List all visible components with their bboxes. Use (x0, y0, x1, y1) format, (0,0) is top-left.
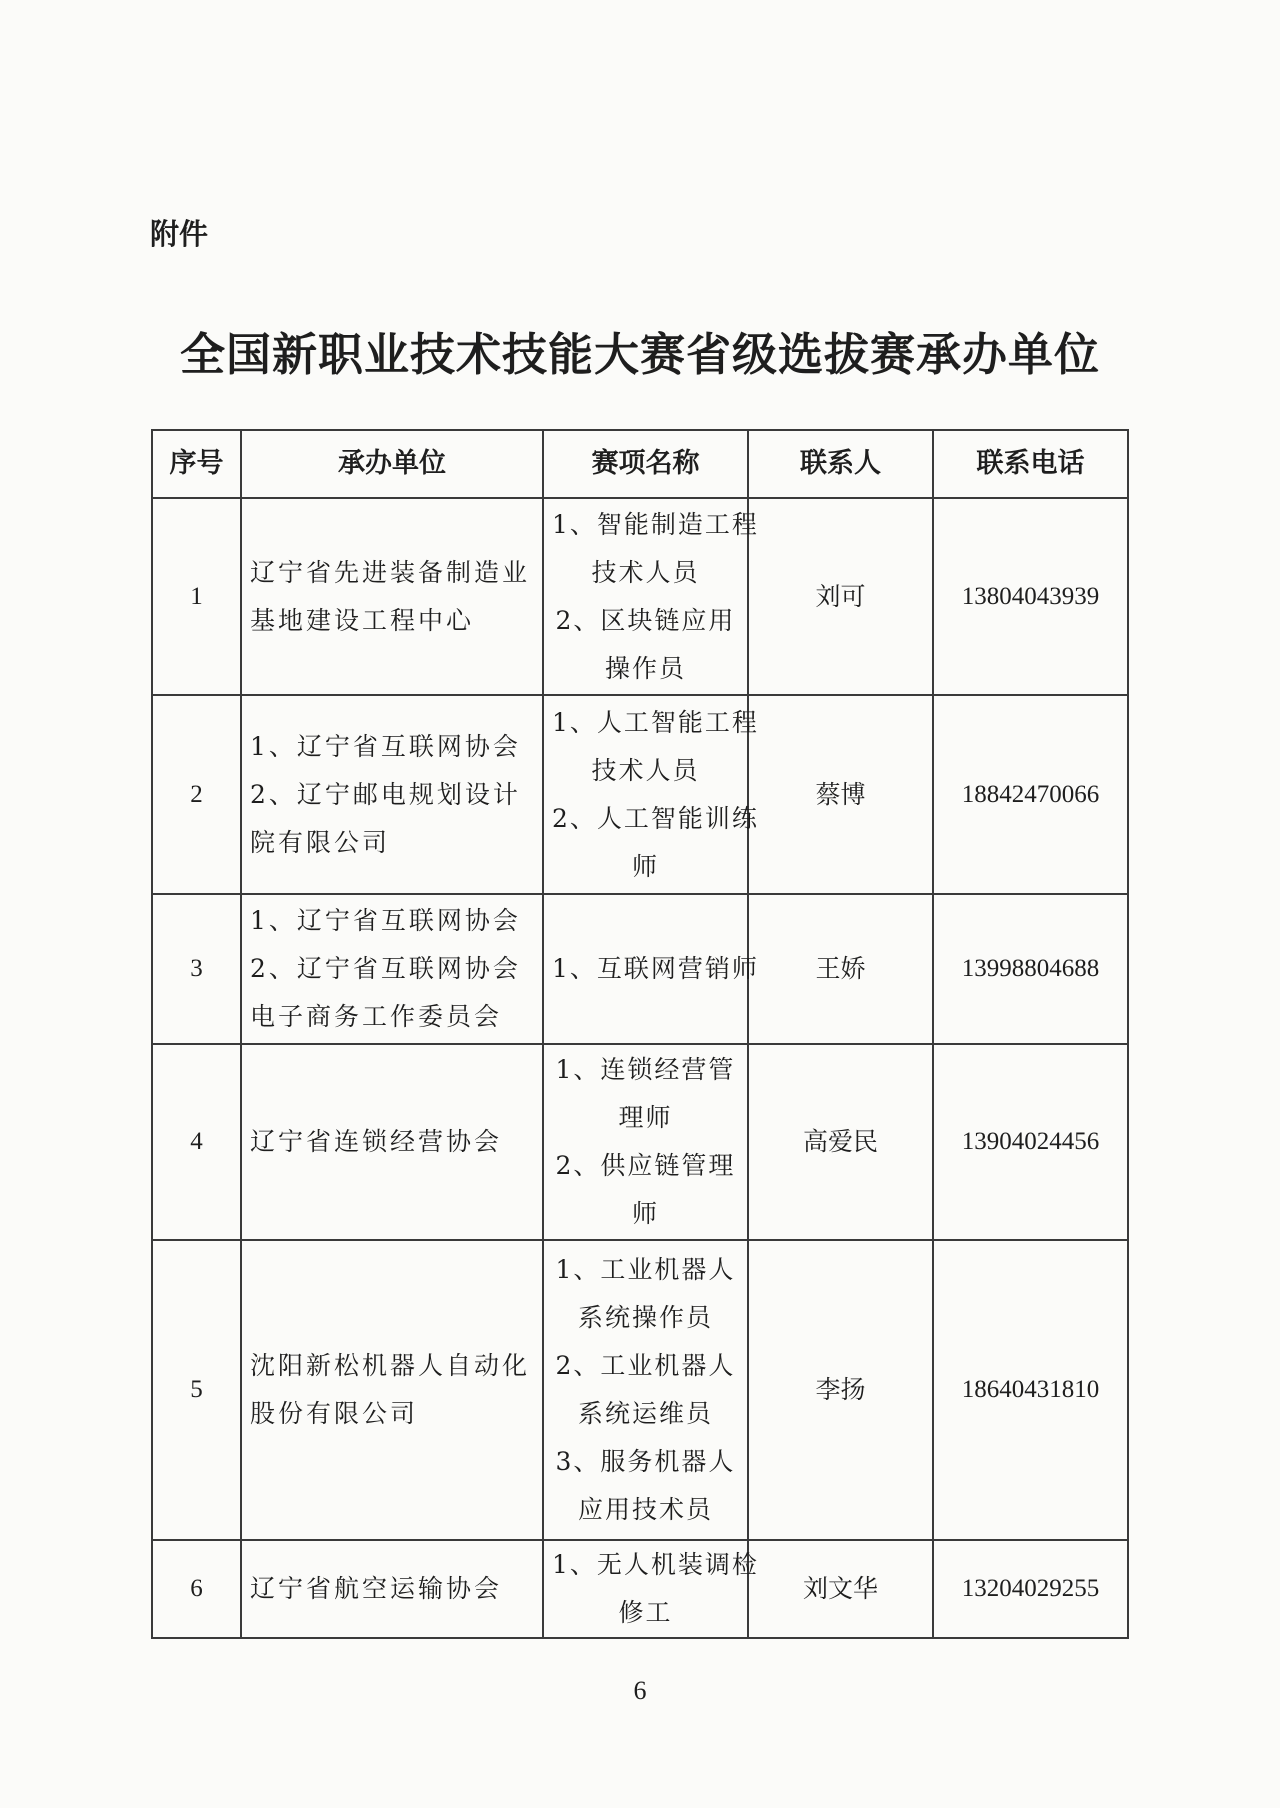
event-line: 2、区块链应用 (555, 605, 736, 635)
event-cell (543, 695, 759, 894)
event-line: 2、供应链管理 (555, 1151, 736, 1180)
host-unit: 1、辽宁省互联网协会 (250, 906, 521, 935)
row-number: 3 (152, 894, 241, 1044)
host-units-table (151, 429, 1129, 1639)
row-number: 5 (152, 1240, 241, 1540)
event-line: 系统运维员 (577, 1399, 713, 1428)
row-number: 2 (152, 695, 241, 894)
event-line: 1、工业机器人 (555, 1255, 736, 1284)
host-unit-cell (241, 695, 543, 894)
contact-phone: 18842470066 (933, 695, 1128, 894)
event-cell (543, 1240, 748, 1540)
contact-person: 刘文华 (748, 1540, 933, 1638)
header-event: 赛项名称 (543, 430, 748, 498)
table-row (152, 1044, 1128, 1240)
event-line: 技术人员 (591, 557, 700, 587)
event-cell (543, 1540, 759, 1638)
row-number: 1 (152, 498, 241, 695)
host-unit: 2、辽宁省互联网协会电子商务工作委员会 (250, 954, 521, 1031)
host-unit: 辽宁省连锁经营协会 (250, 1127, 503, 1156)
host-unit-cell (241, 894, 543, 1044)
event-line: 2、人工智能训练 (552, 803, 759, 833)
host-unit: 沈阳新松机器人自动化股份有限公司 (250, 1351, 531, 1428)
row-number: 4 (152, 1044, 241, 1240)
event-line: 1、互联网营销师 (552, 954, 759, 983)
header-phone: 联系电话 (933, 430, 1128, 498)
row-number: 6 (152, 1540, 241, 1638)
host-unit-cell (241, 1044, 543, 1240)
host-unit: 1、辽宁省互联网协会 (250, 731, 521, 761)
event-line: 应用技术员 (577, 1495, 713, 1524)
event-line: 技术人员 (591, 755, 700, 785)
header-no: 序号 (152, 430, 241, 498)
contact-phone: 13204029255 (933, 1540, 1128, 1638)
table-row (152, 498, 1128, 695)
event-cell (543, 1044, 748, 1240)
event-cell (543, 894, 759, 1044)
host-unit-cell (241, 1240, 543, 1540)
event-line: 1、连锁经营管 (555, 1055, 736, 1084)
host-unit: 辽宁省航空运输协会 (250, 1574, 503, 1603)
contact-person: 刘可 (748, 498, 933, 695)
contact-phone: 18640431810 (933, 1240, 1128, 1540)
host-unit-cell (241, 498, 543, 695)
page-number: 6 (633, 1676, 647, 1705)
contact-phone: 13804043939 (933, 498, 1128, 695)
event-line: 2、工业机器人 (555, 1351, 736, 1380)
table-row (152, 1240, 1128, 1540)
header-unit: 承办单位 (241, 430, 543, 498)
table-row (152, 894, 1128, 1044)
contact-person: 王娇 (748, 894, 933, 1044)
event-line: 修工 (618, 1598, 673, 1627)
event-line: 师 (631, 851, 659, 881)
contact-phone: 13904024456 (933, 1044, 1128, 1240)
contact-person: 蔡博 (748, 695, 933, 894)
event-line: 操作员 (604, 653, 686, 683)
event-line: 1、智能制造工程 (552, 509, 759, 539)
page-title: 全国新职业技术技能大赛省级选拔赛承办单位 (179, 328, 1100, 381)
contact-phone: 13998804688 (933, 894, 1128, 1044)
table-row (152, 1540, 1128, 1638)
attachment-label: 附件 (150, 217, 209, 251)
contact-person: 高爱民 (748, 1044, 933, 1240)
event-cell (543, 498, 759, 695)
host-unit: 辽宁省先进装备制造业基地建设工程中心 (250, 557, 531, 635)
contact-person: 李扬 (748, 1240, 933, 1540)
table-row (152, 695, 1128, 894)
host-unit-cell (241, 1540, 543, 1638)
header-contact: 联系人 (748, 430, 933, 498)
host-unit: 2、辽宁邮电规划设计院有限公司 (250, 779, 521, 857)
event-line: 3、服务机器人 (555, 1447, 736, 1476)
event-line: 系统操作员 (577, 1303, 713, 1332)
event-line: 1、人工智能工程 (552, 707, 759, 737)
event-line: 理师 (618, 1103, 673, 1132)
table-header-row (152, 430, 1128, 498)
event-line: 师 (631, 1199, 659, 1228)
event-line: 1、无人机装调检 (552, 1550, 759, 1579)
